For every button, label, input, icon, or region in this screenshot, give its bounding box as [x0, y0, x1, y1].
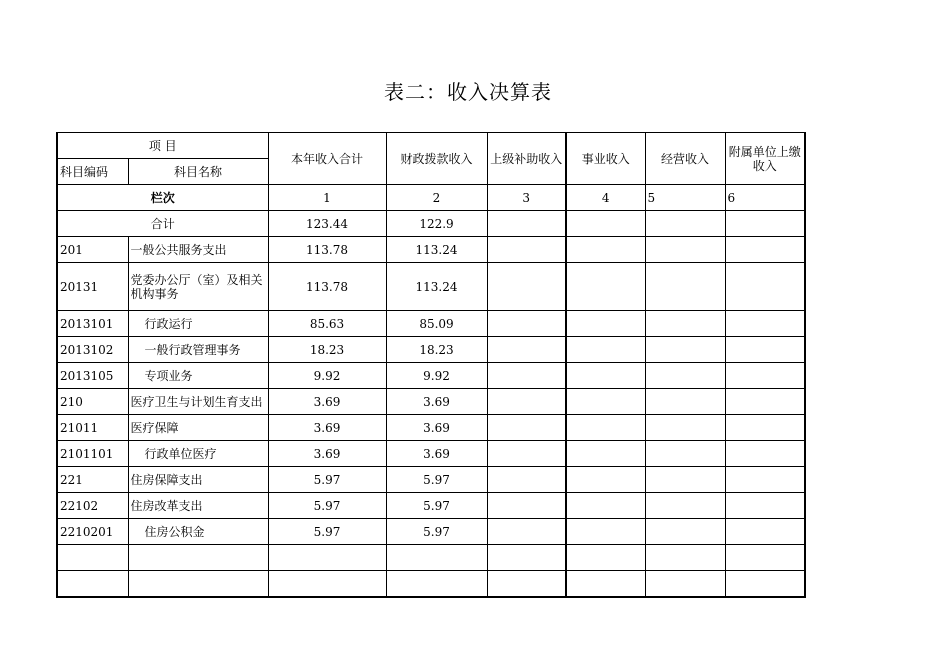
- row-name: 医疗保障: [128, 415, 268, 441]
- row-c6: [725, 519, 805, 545]
- row-c1: 3.69: [268, 389, 386, 415]
- total-c4: [566, 211, 645, 237]
- row-c4: [566, 441, 645, 467]
- row-c1: 5.97: [268, 467, 386, 493]
- row-code: 22102: [57, 493, 128, 519]
- row-c3: [487, 363, 566, 389]
- row-c3: [487, 263, 566, 311]
- header-col3: 上级补助收入: [487, 133, 566, 185]
- total-label: 合计: [57, 211, 268, 237]
- row-c2: 5.97: [386, 493, 487, 519]
- page-title: 表二：收入决算表: [384, 80, 552, 104]
- row-code: 21011: [57, 415, 128, 441]
- row-c4: [566, 237, 645, 263]
- row-c6: [725, 311, 805, 337]
- row-c4: [566, 363, 645, 389]
- row-c2: 85.09: [386, 311, 487, 337]
- row-c6: [725, 237, 805, 263]
- row-code: 2210201: [57, 519, 128, 545]
- income-table: [56, 132, 806, 598]
- row-c4: [566, 415, 645, 441]
- lanci-6: 6: [725, 185, 805, 211]
- row-c6: [725, 337, 805, 363]
- row-c5: [645, 415, 725, 441]
- table-row: [57, 415, 805, 441]
- total-c2: 122.9: [386, 211, 487, 237]
- table-row: [57, 519, 805, 545]
- row-c5: [645, 467, 725, 493]
- total-c1: 123.44: [268, 211, 386, 237]
- header-col6: 附属单位上缴收入: [725, 133, 805, 185]
- lanci-1: 1: [268, 185, 386, 211]
- table-row: [57, 467, 805, 493]
- row-c2: 3.69: [386, 389, 487, 415]
- row-c3: [487, 415, 566, 441]
- row-c2: 5.97: [386, 519, 487, 545]
- row-c6: [725, 441, 805, 467]
- lanci-label: 栏次: [57, 185, 268, 211]
- header-row-1: [57, 133, 805, 159]
- row-c6: [725, 415, 805, 441]
- row-c1: 3.69: [268, 415, 386, 441]
- table-row: [57, 441, 805, 467]
- row-c5: [645, 337, 725, 363]
- row-name: 住房保障支出: [128, 467, 268, 493]
- row-c5: [645, 311, 725, 337]
- lanci-4: 4: [566, 185, 645, 211]
- row-name: 一般行政管理事务: [128, 337, 268, 363]
- row-c1: 113.78: [268, 263, 386, 311]
- row-c5: [645, 493, 725, 519]
- row-c5: [645, 237, 725, 263]
- row-c3: [487, 237, 566, 263]
- row-c2: 3.69: [386, 415, 487, 441]
- total-row: [57, 211, 805, 237]
- row-c6: [725, 389, 805, 415]
- row-code: 221: [57, 467, 128, 493]
- header-code: 科目编码: [57, 159, 128, 185]
- row-c2: 18.23: [386, 337, 487, 363]
- table-row: [57, 311, 805, 337]
- header-project: 项 目: [57, 133, 268, 159]
- row-c5: [645, 363, 725, 389]
- row-c5: [645, 441, 725, 467]
- row-c4: [566, 389, 645, 415]
- table-row: [57, 237, 805, 263]
- row-c6: [725, 263, 805, 311]
- row-c4: [566, 337, 645, 363]
- row-code: 201: [57, 237, 128, 263]
- row-c3: [487, 493, 566, 519]
- row-c5: [645, 519, 725, 545]
- total-c5: [645, 211, 725, 237]
- row-name: 专项业务: [128, 363, 268, 389]
- row-c3: [487, 389, 566, 415]
- row-c2: 9.92: [386, 363, 487, 389]
- total-c6: [725, 211, 805, 237]
- row-c3: [487, 311, 566, 337]
- row-c5: [645, 389, 725, 415]
- row-code: 20131: [57, 263, 128, 311]
- row-c4: [566, 467, 645, 493]
- row-c5: [645, 263, 725, 311]
- row-code: 2013102: [57, 337, 128, 363]
- row-c4: [566, 493, 645, 519]
- table-row: [57, 263, 805, 311]
- row-c1: 18.23: [268, 337, 386, 363]
- table-row: [57, 493, 805, 519]
- row-c4: [566, 263, 645, 311]
- row-c2: 113.24: [386, 263, 487, 311]
- row-c3: [487, 441, 566, 467]
- row-name: 一般公共服务支出: [128, 237, 268, 263]
- row-name: 住房公积金: [128, 519, 268, 545]
- row-c4: [566, 311, 645, 337]
- row-name: 行政运行: [128, 311, 268, 337]
- row-code: 2013101: [57, 311, 128, 337]
- row-code: 2013105: [57, 363, 128, 389]
- header-name: 科目名称: [128, 159, 268, 185]
- row-c1: 9.92: [268, 363, 386, 389]
- total-c3: [487, 211, 566, 237]
- empty-row: [57, 545, 805, 571]
- row-c6: [725, 467, 805, 493]
- row-name: 住房改革支出: [128, 493, 268, 519]
- table-row: [57, 337, 805, 363]
- row-c6: [725, 493, 805, 519]
- row-name: 行政单位医疗: [128, 441, 268, 467]
- row-c2: 3.69: [386, 441, 487, 467]
- lanci-row: [57, 185, 805, 211]
- lanci-5: 5: [645, 185, 725, 211]
- header-col1: 本年收入合计: [268, 133, 386, 185]
- row-c6: [725, 363, 805, 389]
- table-row: [57, 363, 805, 389]
- row-c1: 85.63: [268, 311, 386, 337]
- row-code: 210: [57, 389, 128, 415]
- table-row: [57, 389, 805, 415]
- lanci-3: 3: [487, 185, 566, 211]
- row-c1: 113.78: [268, 237, 386, 263]
- row-c3: [487, 467, 566, 493]
- row-name: 医疗卫生与计划生育支出: [128, 389, 268, 415]
- empty-row: [57, 571, 805, 597]
- row-c4: [566, 519, 645, 545]
- header-col5: 经营收入: [645, 133, 725, 185]
- row-c3: [487, 519, 566, 545]
- header-col4: 事业收入: [566, 133, 645, 185]
- row-c3: [487, 337, 566, 363]
- row-code: 2101101: [57, 441, 128, 467]
- row-c2: 113.24: [386, 237, 487, 263]
- row-c1: 3.69: [268, 441, 386, 467]
- lanci-2: 2: [386, 185, 487, 211]
- row-name: 党委办公厅（室）及相关机构事务: [128, 263, 268, 311]
- row-c1: 5.97: [268, 519, 386, 545]
- row-c1: 5.97: [268, 493, 386, 519]
- row-c2: 5.97: [386, 467, 487, 493]
- header-col2: 财政拨款收入: [386, 133, 487, 185]
